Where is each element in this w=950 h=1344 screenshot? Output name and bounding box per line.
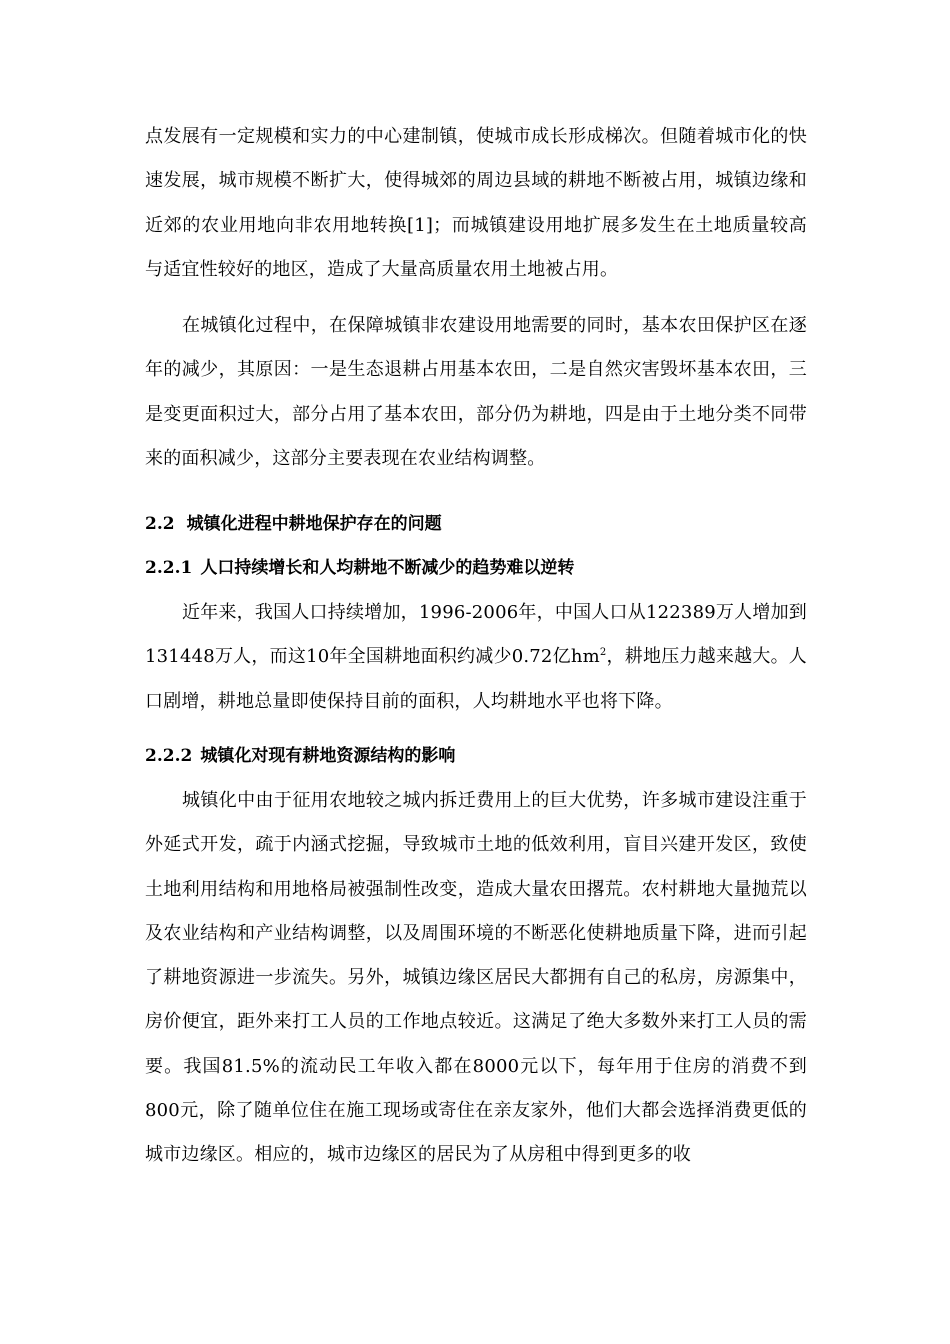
paragraph-text: 城镇化中由于征用农地较之城内拆迁费用上的巨大优势，许多城市建设注重于外延式开发，疏于内涵式挖掘，导致城市土地的低效利用，盲目兴建开发区，致使土地利用结构和用地格局被强制性改变，造成大量农田撂荒。农村耕地大量抛荒以及农业结构和产业结构调整，以及周围环境的不断恶化使耕地质量下降，进而引起了耕地资源进一步流失。另外，城镇边缘区居民大都拥有自己的私房，房源集中，房价便宜，距外来打工人员的工作地点较近。这满足了绝大多数外来打工人员的需要。我国81.5%的流动民工年收入都在8000元以下，每年用于住房的消费不到800元，除了随单位住在施工现场或寄住在亲友家外，他们大都会选择消费更低的城市边缘区。相应的，城市边缘区的居民为了从房租中得到更多的收	[145, 790, 807, 1166]
superscript-exponent: 2	[599, 647, 607, 659]
paragraph-text: 点发展有一定规模和实力的中心建制镇，使城市成长形成梯次。但随着城市化的快速发展，城市规模不断扩大，使得城郊的周边县域的耕地不断被占用，城镇边缘和近郊的农业用地向非农用地转换[1]；而城镇建设用地扩展多发生在土地质量较高与适宜性较好的地区，造成了大量高质量农用土地被占用。	[145, 126, 807, 280]
paragraph-farmland-structure-impact	[145, 779, 807, 1178]
subsection-title: 城镇化对现有耕地资源结构的影响	[200, 746, 456, 766]
paragraph-text: ，耕地压力越来越大。人口剧增，耕地总量即使保持目前的面积，人均耕地水平也将下降。	[145, 646, 808, 712]
subsection-heading-2-2-2	[145, 745, 807, 767]
section-number: 2.2	[145, 514, 175, 534]
subsection-title: 人口持续增长和人均耕地不断减少的趋势难以逆转	[200, 558, 575, 578]
paragraph-urbanization-expansion	[145, 115, 807, 292]
subsection-heading-2-2-1	[145, 557, 807, 579]
paragraph-basic-farmland-reduction	[145, 304, 807, 481]
subsection-number: 2.2.1	[145, 558, 193, 578]
section-heading-2-2	[145, 513, 807, 535]
paragraph-text: 近年来，我国人口持续增加，1996-2006年，中国人口从122389万人增加到131448万人，而这10年全国耕地面积约减少0.72亿hm	[145, 602, 807, 668]
subsection-number: 2.2.2	[145, 746, 193, 766]
section-title: 城镇化进程中耕地保护存在的问题	[186, 514, 442, 534]
paragraph-text: 在城镇化过程中，在保障城镇非农建设用地需要的同时，基本农田保护区在逐年的减少，其原因：一是生态退耕占用基本农田，二是自然灾害毁坏基本农田，三是变更面积过大，部分占用了基本农田，部分仍为耕地，四是由于土地分类不同带来的面积减少，这部分主要表现在农业结构调整。	[145, 315, 807, 469]
paragraph-population-growth	[145, 591, 807, 724]
